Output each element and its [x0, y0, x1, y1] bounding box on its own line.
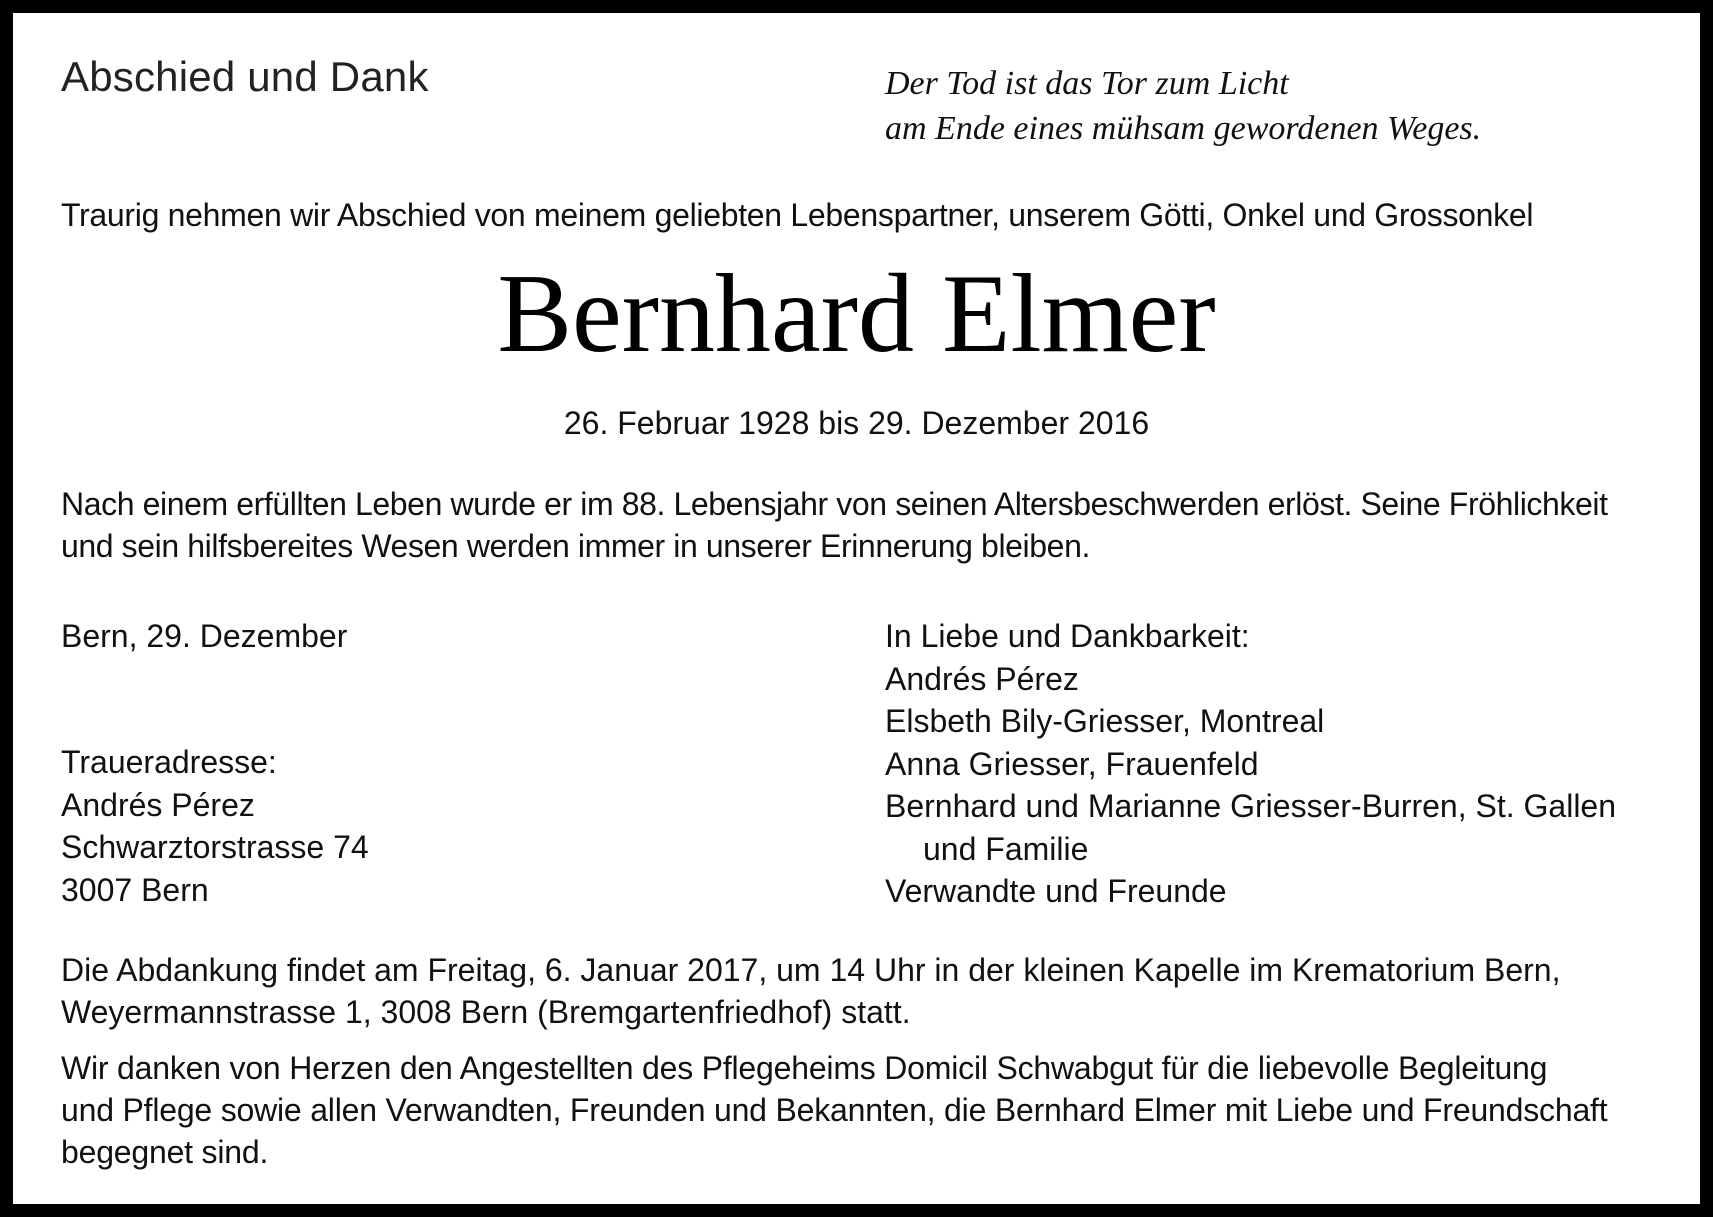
mourner-line: Verwandte und Freunde	[885, 873, 1227, 909]
mourner-line: Elsbeth Bily-Griesser, Montreal	[885, 703, 1325, 739]
place-date	[61, 615, 347, 658]
section-label: Abschied und Dank	[61, 53, 429, 100]
address-line: Andrés Pérez	[61, 786, 255, 823]
motto-line: Der Tod ist das Tor zum Licht	[885, 65, 1289, 102]
life-dates: 26. Februar 1928 bis 29. Dezember 2016	[563, 405, 1150, 441]
thanks-paragraph	[61, 1047, 1661, 1173]
mourner-line: Andrés Pérez	[885, 660, 1079, 697]
tribute-line: und sein hilfsbereites Wesen werden immer in unserer Erinnerung bleiben.	[61, 528, 1090, 564]
deceased-name: Bernhard Elmer	[497, 252, 1216, 376]
place-date-text: Bern, 29. Dezember	[61, 618, 348, 654]
mourner-line: Bernhard und Marianne Griesser-Burren, St. Gallen	[885, 788, 1617, 824]
thanks-line: und Pflege sowie allen Verwandten, Freunden und Bekannten, die Bernhard Elmer mit Liebe und Freundschaft	[61, 1092, 1608, 1128]
address-label: Traueradresse:	[61, 744, 277, 780]
address-line: 3007 Bern	[61, 871, 209, 908]
service-line: Die Abdankung findet am Freitag, 6. Januar 2017, um 14 Uhr in der kleinen Kapelle im Krematorium Bern,	[61, 952, 1561, 988]
thanks-line: Wir danken von Herzen den Angestellten des Pflegeheims Domicil Schwabgut für die liebevolle Begleitung	[61, 1050, 1548, 1086]
tribute-line: Nach einem erfüllten Leben wurde er im 88. Lebensjahr von seinen Altersbeschwerden erlöst. Seine Fröhlichkeit	[61, 486, 1608, 522]
tribute-paragraph	[61, 483, 1661, 567]
address-line: Schwarztorstrasse 74	[61, 829, 369, 865]
mourning-address	[61, 741, 369, 911]
mourners-list	[885, 615, 1616, 913]
mourners-heading: In Liebe und Dankbarkeit:	[885, 618, 1250, 654]
motto-line: am Ende eines mühsam gewordenen Weges.	[885, 110, 1482, 147]
thanks-line: begegnet sind.	[61, 1134, 269, 1170]
service-line: Weyermannstrasse 1, 3008 Bern (Bremgartenfriedhof) statt.	[61, 994, 911, 1030]
mourner-line: und Familie	[923, 830, 1089, 867]
intro-text: Traurig nehmen wir Abschied von meinem geliebten Lebenspartner, unserem Götti, Onkel und Grossonkel	[61, 197, 1534, 233]
service-paragraph	[61, 949, 1661, 1033]
motto-quote	[885, 61, 1481, 151]
mourner-line: Anna Griesser, Frauenfeld	[885, 745, 1259, 782]
